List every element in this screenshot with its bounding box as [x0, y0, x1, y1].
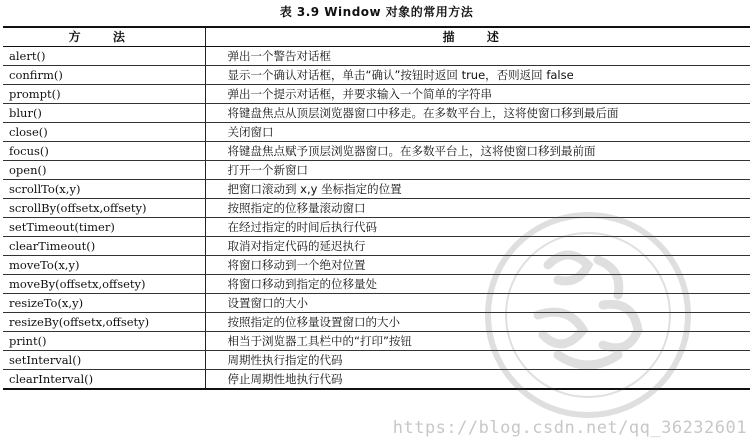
table-row [3, 199, 750, 218]
description-column-header: 描 述 [205, 27, 750, 47]
table-row [3, 104, 750, 123]
method-description: 周期性执行指定的代码 [205, 351, 750, 370]
method-name: confirm() [3, 66, 205, 85]
method-description: 将键盘焦点赋予顶层浏览器窗口。在多数平台上，这将使窗口移到最前面 [205, 142, 750, 161]
table-row [3, 85, 750, 104]
table-row [3, 237, 750, 256]
method-name: prompt() [3, 85, 205, 104]
method-name: alert() [3, 47, 205, 66]
method-name: focus() [3, 142, 205, 161]
table-header-row [3, 27, 750, 47]
url-watermark: https://blog.csdn.net/qq_36232601 [392, 418, 747, 438]
method-description: 弹出一个警告对话框 [205, 47, 750, 66]
method-name: clearTimeout() [3, 237, 205, 256]
method-name: scrollBy(offsetx,offsety) [3, 199, 205, 218]
table-row [3, 161, 750, 180]
method-description: 按照指定的位移量设置窗口的大小 [205, 313, 750, 332]
table-row [3, 256, 750, 275]
method-name: resizeBy(offsetx,offsety) [3, 313, 205, 332]
method-name: print() [3, 332, 205, 351]
table-body [3, 47, 750, 390]
table-row [3, 142, 750, 161]
table-row [3, 66, 750, 85]
window-methods-table [3, 26, 750, 390]
method-name: setInterval() [3, 351, 205, 370]
table-row [3, 370, 750, 390]
method-description: 将窗口移动到指定的位移量处 [205, 275, 750, 294]
method-name: clearInterval() [3, 370, 205, 390]
method-description: 关闭窗口 [205, 123, 750, 142]
method-description: 取消对指定代码的延迟执行 [205, 237, 750, 256]
method-column-header: 方 法 [3, 27, 205, 47]
method-name: setTimeout(timer) [3, 218, 205, 237]
method-description: 在经过指定的时间后执行代码 [205, 218, 750, 237]
method-description: 停止周期性地执行代码 [205, 370, 750, 390]
method-description: 按照指定的位移量滚动窗口 [205, 199, 750, 218]
table-row [3, 47, 750, 66]
table-row [3, 294, 750, 313]
table-row [3, 180, 750, 199]
method-description: 显示一个确认对话框，单击“确认”按钮时返回 true，否则返回 false [205, 66, 750, 85]
table-caption: 表 3.9 Window 对象的常用方法 [279, 5, 474, 19]
method-description: 把窗口滚动到 x,y 坐标指定的位置 [205, 180, 750, 199]
method-name: blur() [3, 104, 205, 123]
method-description: 将窗口移动到一个绝对位置 [205, 256, 750, 275]
method-description: 相当于浏览器工具栏中的“打印”按钮 [205, 332, 750, 351]
method-name: close() [3, 123, 205, 142]
table-row [3, 313, 750, 332]
method-name: open() [3, 161, 205, 180]
table-row [3, 351, 750, 370]
method-description: 设置窗口的大小 [205, 294, 750, 313]
method-name: moveBy(offsetx,offsety) [3, 275, 205, 294]
method-description: 打开一个新窗口 [205, 161, 750, 180]
method-description: 弹出一个提示对话框，并要求输入一个简单的字符串 [205, 85, 750, 104]
table-row [3, 332, 750, 351]
table-row [3, 123, 750, 142]
method-name: scrollTo(x,y) [3, 180, 205, 199]
method-name: moveTo(x,y) [3, 256, 205, 275]
method-description: 将键盘焦点从顶层浏览器窗口中移走。在多数平台上，这将使窗口移到最后面 [205, 104, 750, 123]
table-row [3, 275, 750, 294]
method-name: resizeTo(x,y) [3, 294, 205, 313]
table-row [3, 218, 750, 237]
